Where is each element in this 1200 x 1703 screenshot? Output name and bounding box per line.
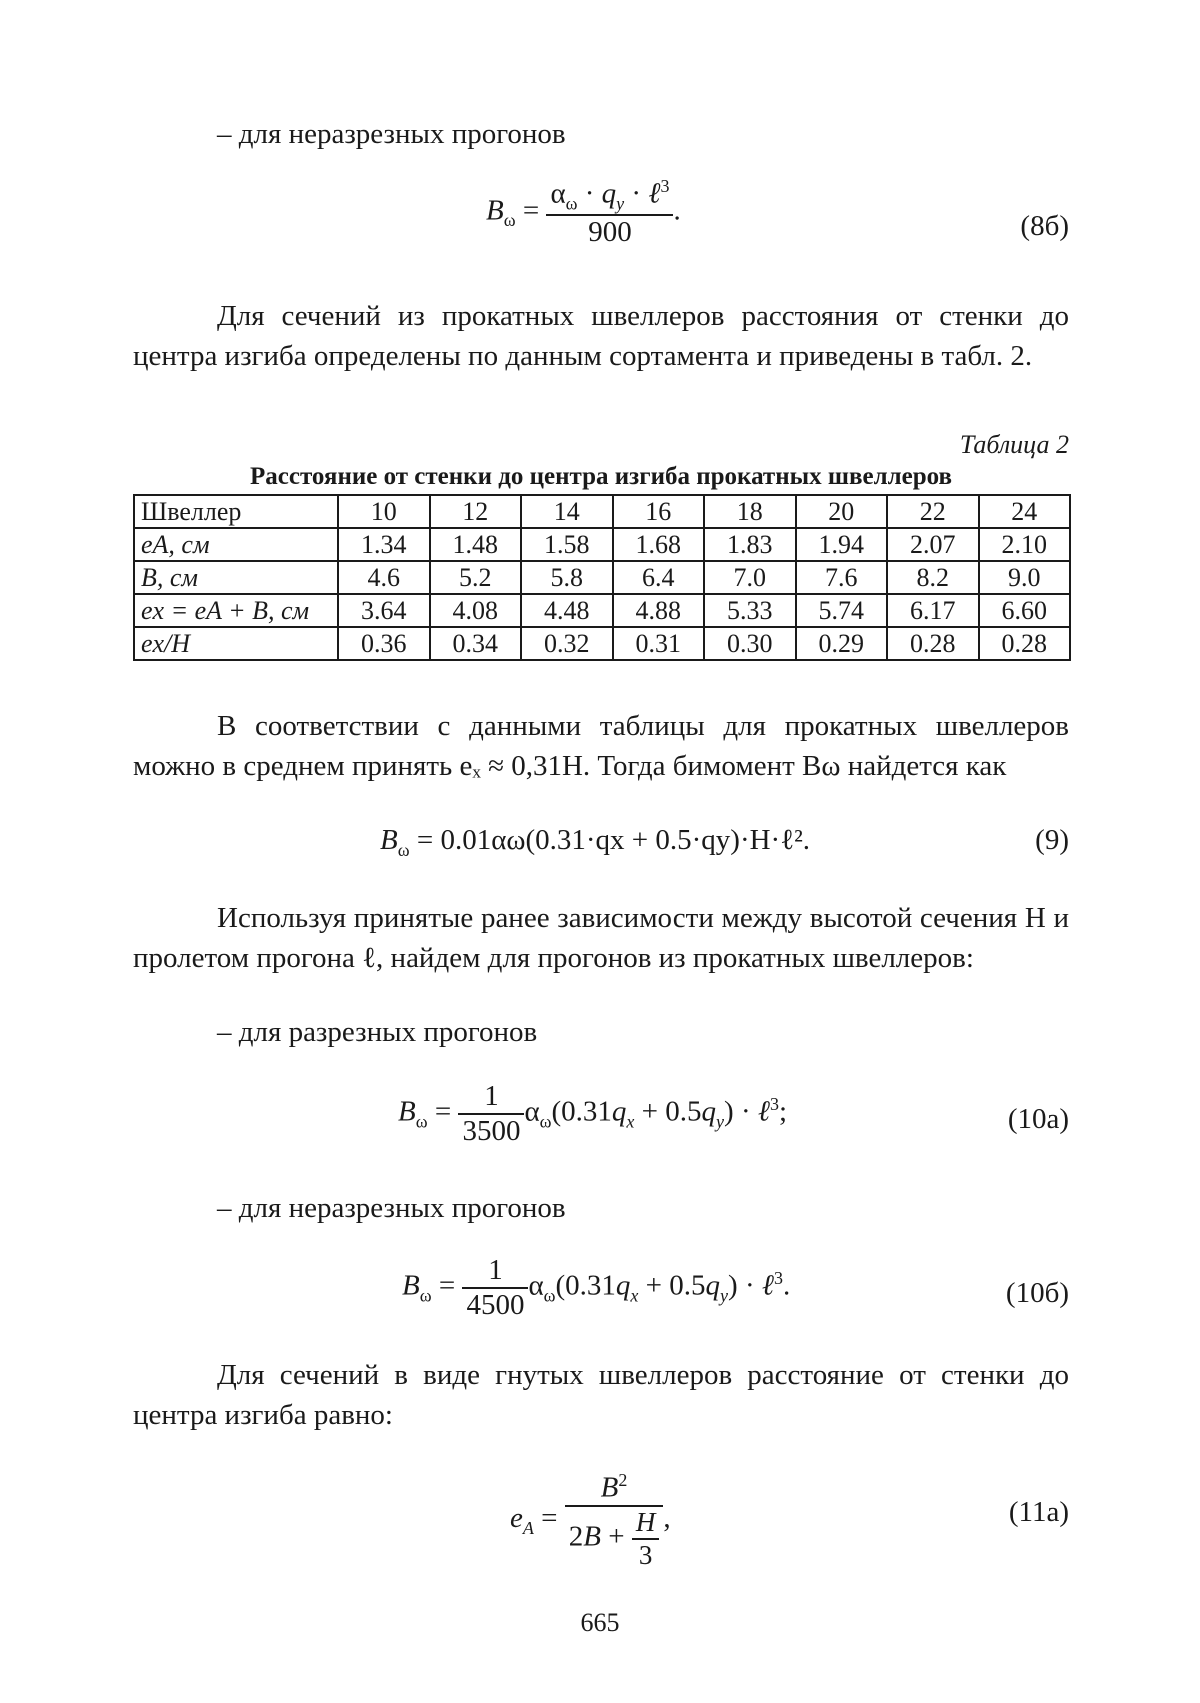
table-header-cell: 12 bbox=[430, 495, 522, 528]
table-cell: 4.08 bbox=[430, 594, 522, 627]
equation-number-8b: (8б) bbox=[1020, 210, 1069, 242]
table-cell: 1.83 bbox=[704, 528, 796, 561]
table-cell: 5.33 bbox=[704, 594, 796, 627]
table-cell: 0.28 bbox=[887, 627, 979, 660]
table-cell: 7.6 bbox=[796, 561, 888, 594]
table-cell: 8.2 bbox=[887, 561, 979, 594]
table-cell: 5.8 bbox=[521, 561, 613, 594]
table-cell: 6.60 bbox=[979, 594, 1071, 627]
paragraph-table-conclusion: В соответствии с данными таблицы для прокатных швеллеров можно в среднем принять eₓ ≈ 0,31H. Тогда бимомент Bω найдется как bbox=[133, 710, 1069, 782]
table-header-cell: 18 bbox=[704, 495, 796, 528]
paragraph-bent-channels: Для сечений в виде гнутых швеллеров расстояние от стенки до центра изгиба равно: bbox=[133, 1359, 1069, 1431]
table-cell: 3.64 bbox=[338, 594, 430, 627]
row-label: B, см bbox=[134, 561, 338, 594]
table-cell: 6.17 bbox=[887, 594, 979, 627]
table-cell: 0.34 bbox=[430, 627, 522, 660]
equation-number-9: (9) bbox=[1035, 824, 1069, 856]
table-row bbox=[134, 561, 1070, 594]
table-header-cell: 14 bbox=[521, 495, 613, 528]
channel-table bbox=[133, 494, 1071, 661]
table-header-cell: 16 bbox=[613, 495, 705, 528]
table-header-cell: 22 bbox=[887, 495, 979, 528]
table-cell: 0.32 bbox=[521, 627, 613, 660]
table-cell: 4.48 bbox=[521, 594, 613, 627]
table-cell: 1.94 bbox=[796, 528, 888, 561]
equation-10b: $B_\omega$ = $\frac{1}{4500}$ $\alpha_\omega(0.31q_x + 0.5q_y)$ · ℓ$^3$. bbox=[402, 1254, 791, 1321]
row-label: ex/H bbox=[134, 627, 338, 660]
table-cell: 6.4 bbox=[613, 561, 705, 594]
label-non-split-2: – для неразрезных прогонов bbox=[217, 1192, 566, 1224]
table-cell: 0.28 bbox=[979, 627, 1071, 660]
table-cell: 0.36 bbox=[338, 627, 430, 660]
table-cell: 0.30 bbox=[704, 627, 796, 660]
table-cell: 1.34 bbox=[338, 528, 430, 561]
label-split: – для разрезных прогонов bbox=[217, 1016, 538, 1048]
table-cell: 9.0 bbox=[979, 561, 1071, 594]
equation-11a: $e_A$ = $B^2$ 2B + $\frac{H}{3}$ , bbox=[510, 1470, 671, 1570]
table-header-cell: Швеллер bbox=[134, 495, 338, 528]
page-number: 665 bbox=[580, 1608, 620, 1637]
table-row bbox=[134, 528, 1070, 561]
table-header-cell: 10 bbox=[338, 495, 430, 528]
equation-9: $B_\omega = 0.01\alpha\omega(0.31\cdot qx$ + 0.5·qy)·H·ℓ². bbox=[380, 824, 811, 860]
table-caption: Таблица 2 bbox=[959, 430, 1069, 459]
table-cell: 4.88 bbox=[613, 594, 705, 627]
equation-number-10b: (10б) bbox=[1005, 1277, 1069, 1309]
table-cell: 2.10 bbox=[979, 528, 1071, 561]
table-cell: 5.2 bbox=[430, 561, 522, 594]
table-header-cell: 24 bbox=[979, 495, 1071, 528]
table-cell: 0.31 bbox=[613, 627, 705, 660]
table-cell: 1.68 bbox=[613, 528, 705, 561]
equation-10a: $B_\omega$ = $\frac{1}{3500}$ $\alpha_\omega(0.31q_x + 0.5q_y)$ · ℓ$^3$; bbox=[398, 1080, 788, 1147]
table-cell: 2.07 bbox=[887, 528, 979, 561]
row-label: ex = eA + B, см bbox=[134, 594, 338, 627]
label-non-split-1: – для неразрезных прогонов bbox=[217, 118, 566, 150]
table-cell: 5.74 bbox=[796, 594, 888, 627]
table-row bbox=[134, 627, 1070, 660]
equation-9-body: 0.01αω(0.31·qx + 0.5·qy)·H·ℓ². bbox=[440, 824, 811, 856]
table-cell: 4.6 bbox=[338, 561, 430, 594]
equation-number-10a: (10а) bbox=[1007, 1103, 1069, 1135]
table-cell: 7.0 bbox=[704, 561, 796, 594]
equation-number-11a: (11а) bbox=[1008, 1496, 1069, 1528]
paragraph-rolled-channels: Для сечений из прокатных швеллеров расстояния от стенки до центра изгиба определены по данным сортамента и приведены в табл. 2. bbox=[133, 300, 1069, 372]
row-label: eA, см bbox=[134, 528, 338, 561]
table-cell: 0.29 bbox=[796, 627, 888, 660]
paragraph-dependencies: Используя принятые ранее зависимости между высотой сечения H и пролетом прогона ℓ, найдем для прогонов из прокатных швеллеров: bbox=[133, 902, 1069, 974]
table-cell: 1.58 bbox=[521, 528, 613, 561]
table-header-cell: 20 bbox=[796, 495, 888, 528]
table-row bbox=[134, 594, 1070, 627]
table-cell: 1.48 bbox=[430, 528, 522, 561]
equation-8b: $B_\omega$ = $\frac{\alpha_\omega \cdot q_y \cdot \ell^3}{900}$ . bbox=[486, 176, 681, 249]
table-header-row bbox=[134, 495, 1070, 528]
table-title: Расстояние от стенки до центра изгиба прокатных швеллеров bbox=[249, 463, 953, 490]
